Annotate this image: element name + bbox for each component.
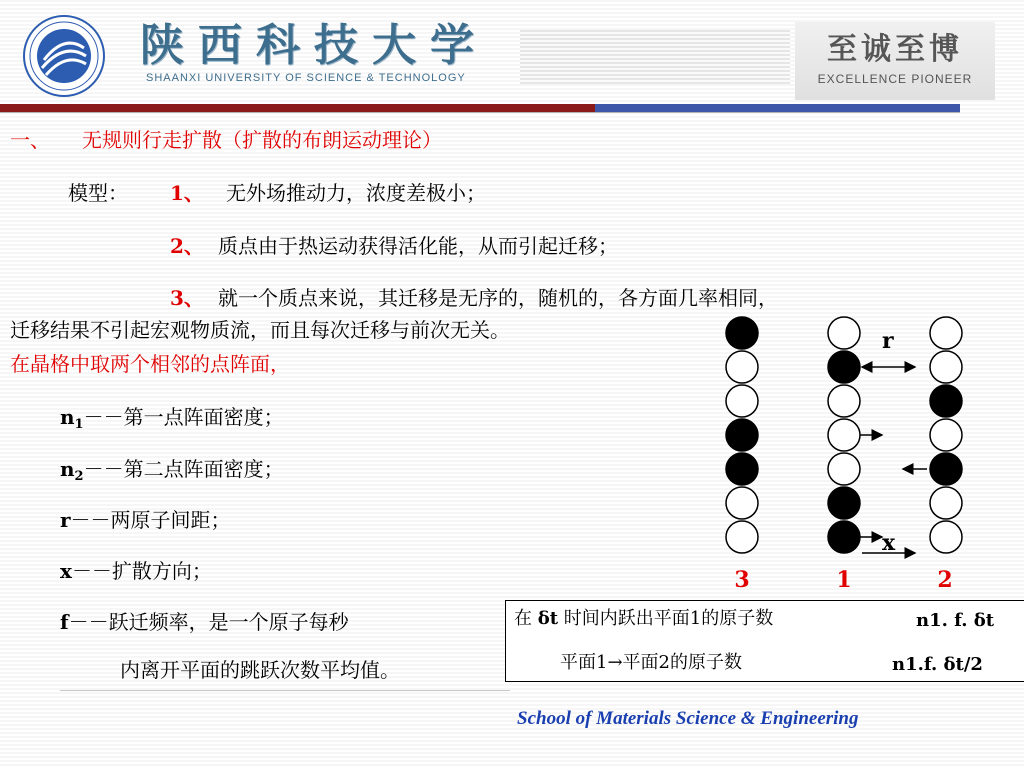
column-label-1: 1 xyxy=(836,567,852,593)
atom-col3-row3-empty xyxy=(726,385,758,417)
atom-col1-row4-empty xyxy=(828,419,860,451)
atom-col1-row6-filled xyxy=(828,487,860,519)
def-n2-text: －－第二点阵面密度； xyxy=(83,457,284,481)
item-2-num: 2、 xyxy=(170,234,204,258)
heading-prefix: 一、 xyxy=(10,128,50,152)
lattice-planes-line: 在晶格中取两个相邻的点阵面， xyxy=(10,352,290,376)
def-f-continuation: 内离开平面的跳跃次数平均值。 xyxy=(120,658,400,682)
item-3-continuation: 迁移结果不引起宏观物质流，而且每次迁移与前次无关。 xyxy=(10,318,510,342)
atom-col3-row1-filled xyxy=(726,317,758,349)
direction-label: x xyxy=(882,530,896,556)
def-x-symbol: x xyxy=(60,559,72,583)
column-label-3: 3 xyxy=(734,567,750,593)
def-x-text: －－扩散方向； xyxy=(71,559,212,583)
atom-col1-row5-empty xyxy=(828,453,860,485)
info-row1-prefix: 在 xyxy=(514,608,532,629)
info-row1-delta: δt xyxy=(537,608,559,629)
def-n1-symbol: n xyxy=(60,405,75,429)
atom-col3-row4-filled xyxy=(726,419,758,451)
item-3-text: 就一个质点来说，其迁移是无序的，随机的，各方面几率相同， xyxy=(218,286,778,310)
item-1-text: 无外场推动力，浓度差极小； xyxy=(226,181,486,205)
def-r-text: －－两原子间距； xyxy=(70,508,231,532)
spacing-label: r xyxy=(882,328,894,354)
info-row1-text: 时间内跃出平面1的原子数 xyxy=(563,608,774,629)
info-row2-text: 平面1→平面2的原子数 xyxy=(560,652,742,673)
atom-col1-row1-empty xyxy=(828,317,860,349)
footer-school-name: School of Materials Science & Engineering xyxy=(517,708,859,729)
atom-col3-row7-empty xyxy=(726,521,758,553)
atom-col1-row7-filled xyxy=(828,521,860,553)
column-label-2: 2 xyxy=(937,567,953,593)
def-n1-text: －－第一点阵面密度； xyxy=(83,405,284,429)
university-name-en: SHAANXI UNIVERSITY OF SCIENCE & TECHNOLOGY xyxy=(146,72,466,84)
info-row1-desc xyxy=(514,607,773,631)
atom-col2-row7-empty xyxy=(930,521,962,553)
atom-columns xyxy=(726,317,962,553)
item-3-num: 3、 xyxy=(170,286,204,310)
atom-col1-row2-filled xyxy=(828,351,860,383)
model-label: 模型： xyxy=(68,181,128,205)
atom-col2-row1-empty xyxy=(930,317,962,349)
def-r-symbol: r xyxy=(60,508,71,532)
def-n2-sub: 2 xyxy=(74,469,84,484)
item-1-num: 1、 xyxy=(170,181,204,205)
atom-col2-row2-empty xyxy=(930,351,962,383)
atom-col3-row5-filled xyxy=(726,453,758,485)
def-f-symbol: f xyxy=(60,610,69,634)
atom-col2-row5-filled xyxy=(930,453,962,485)
university-name-cn: 陕西科技大学 xyxy=(140,20,488,71)
item-2-text: 质点由于热运动获得活化能，从而引起迁移； xyxy=(218,234,618,258)
def-n1-sub: 1 xyxy=(74,417,84,432)
jump-count-box xyxy=(505,600,1024,682)
atom-col3-row2-empty xyxy=(726,351,758,383)
info-row2-value: n1.f. δt/2 xyxy=(892,654,983,675)
atom-col1-row3-empty xyxy=(828,385,860,417)
slide-heading: 无规则行走扩散（扩散的布朗运动理论） xyxy=(82,128,442,152)
atom-col2-row4-empty xyxy=(930,419,962,451)
atom-col3-row6-empty xyxy=(726,487,758,519)
atom-col2-row3-filled xyxy=(930,385,962,417)
info-row1-value: n1. f. δt xyxy=(916,610,995,631)
def-f-text: －－跃迁频率，是一个原子每秒 xyxy=(68,610,349,634)
motto-en: EXCELLENCE PIONEER xyxy=(817,72,973,86)
motto-cn: 至诚至博 xyxy=(827,32,963,67)
atom-col2-row6-empty xyxy=(930,487,962,519)
def-n2-symbol: n xyxy=(60,457,75,481)
jump-arrows xyxy=(860,367,927,537)
